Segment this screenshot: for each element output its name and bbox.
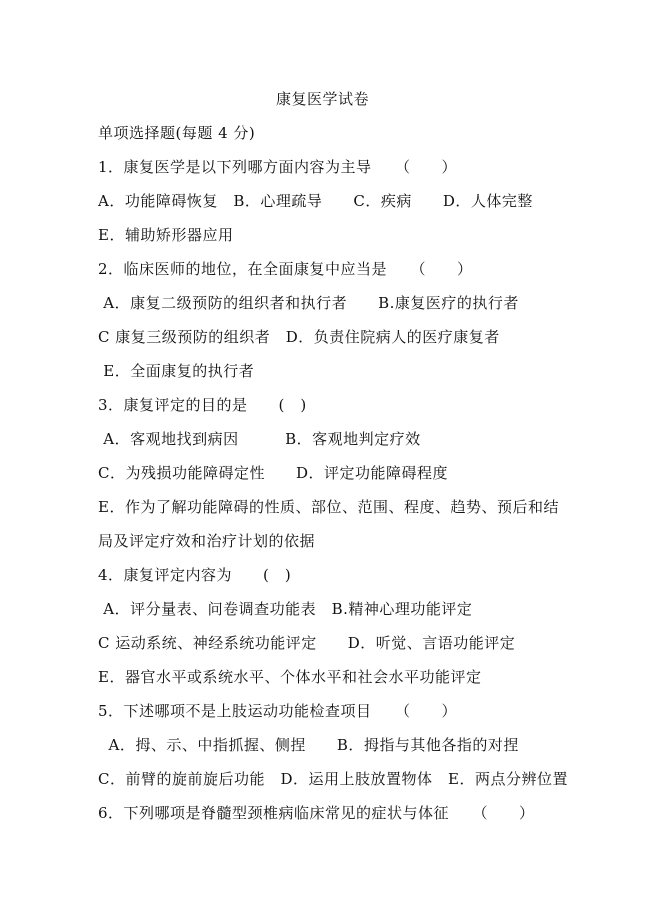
question-3-options-a-b: A．客观地找到病因 B．客观地判定疗效 xyxy=(98,430,421,448)
question-2-options-c-d: C 康复三级预防的组织者 D．负责住院病人的医疗康复者 xyxy=(98,328,500,346)
question-4-options-a-b: A．评分量表、问卷调查功能表 B.精神心理功能评定 xyxy=(98,600,473,618)
question-4-option-e: E．器官水平或系统水平、个体水平和社会水平功能评定 xyxy=(98,668,482,686)
question-4-stem: 4．康复评定内容为 ( ) xyxy=(98,566,292,584)
page-title: 康复医学试卷 xyxy=(276,90,370,108)
question-1-options-a-d: A．功能障碍恢复 B．心理疏导 C．疾病 D．人体完整 xyxy=(98,192,533,210)
question-3-options-c-d: C．为残损功能障碍定性 D．评定功能障碍程度 xyxy=(98,464,449,482)
question-5-stem: 5．下述哪项不是上肢运动功能检查项目 （ ） xyxy=(98,702,458,720)
question-2-option-e: E．全面康复的执行者 xyxy=(98,362,255,380)
question-3-stem: 3．康复评定的目的是 ( ) xyxy=(98,396,307,414)
question-4-options-c-d: C 运动系统、神经系统功能评定 D．听觉、言语功能评定 xyxy=(98,634,516,652)
question-5-options-c-e: C．前臂的旋前旋后功能 D．运用上肢放置物体 E．两点分辨位置 xyxy=(98,770,568,788)
question-3-option-e-line-2: 局及评定疗效和治疗计划的依据 xyxy=(98,532,316,550)
question-1-stem: 1．康复医学是以下列哪方面内容为主导 （ ） xyxy=(98,158,458,176)
question-6-stem: 6．下列哪项是脊髓型颈椎病临床常见的症状与体征 （ ） xyxy=(98,804,535,822)
section-heading: 单项选择题(每题 4 分) xyxy=(98,124,256,142)
question-2-options-a-b: A．康复二级预防的组织者和执行者 B.康复医疗的执行者 xyxy=(98,294,519,312)
question-1-option-e: E．辅助矫形器应用 xyxy=(98,226,234,244)
question-3-option-e-line-1: E．作为了解功能障碍的性质、部位、范围、程度、趋势、预后和结 xyxy=(98,498,559,516)
question-5-options-a-b: A．拇、示、中指抓握、侧捏 B．拇指与其他各指的对捏 xyxy=(98,736,519,754)
question-2-stem: 2．临床医师的地位，在全面康复中应当是 （ ） xyxy=(98,260,473,278)
